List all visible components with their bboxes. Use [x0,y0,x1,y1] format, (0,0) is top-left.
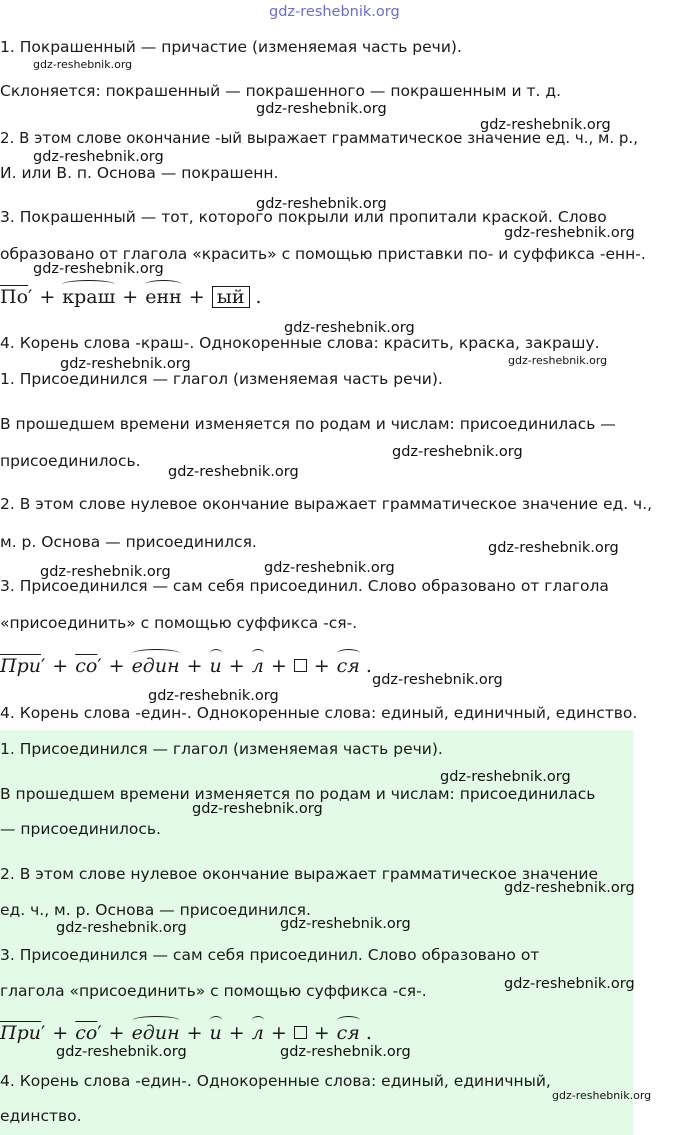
s2-morpheme-formula: При′ + со′ + един + и + л + + ся . [0,655,372,677]
s2-past-tense-cont: присоединилось. [0,452,141,470]
watermark: gdz-reshebnik.org [488,540,619,556]
s3-past-tense: В прошедшем времени изменяется по родам и числам: присоединилась [0,785,596,803]
watermark: gdz-reshebnik.org [40,564,171,580]
watermark: gdz-reshebnik.org [392,444,523,460]
s1-item4: 4. Корень слова -краш-. Однокоренные слова: красить, краска, закрашу. [0,334,600,352]
watermark: gdz-reshebnik.org [60,356,191,372]
s3-item1: 1. Присоединился — глагол (изменяемая часть речи). [0,740,443,758]
prefix-morpheme: По [0,286,29,308]
suffix-morpheme: енн [145,286,182,308]
s1-derivation: образовано от глагола «красить» с помощью приставки по- и суффикса -енн-. [0,245,646,263]
watermark: gdz-reshebnik.org [280,916,411,932]
s3-item4: 4. Корень слова -един-. Однокоренные слова: единый, единичный, [0,1072,551,1090]
watermark: gdz-reshebnik.org [284,320,415,336]
prefix-morpheme: со [75,655,98,677]
s1-declension: Склоняется: покрашенный — покрашенного — покрашенным и т. д. [0,82,562,100]
s3-item2: 2. В этом слове нулевое окончание выражает грамматическое значение [0,865,599,883]
postfix-morpheme: ся [336,1022,360,1044]
null-ending-box [294,659,307,672]
watermark: gdz-reshebnik.org [256,101,387,117]
watermark: gdz-reshebnik.org [56,920,187,936]
watermark: gdz-reshebnik.org [256,196,387,212]
s2-stem: м. р. Основа — присоединился. [0,533,257,551]
root-morpheme: един [131,1022,180,1044]
s2-past-tense: В прошедшем времени изменяется по родам и числам: присоединилась — [0,415,616,433]
watermark: gdz-reshebnik.org [33,58,133,71]
watermark: gdz-reshebnik.org [56,1044,187,1060]
suffix-morpheme: и [209,1022,222,1044]
site-watermark-header[interactable]: gdz-reshebnik.org [269,4,400,20]
watermark: gdz-reshebnik.org [480,117,611,133]
suffix-morpheme: л [251,1022,264,1044]
s3-morpheme-formula: При′ + со′ + един + и + л + + ся . [0,1022,372,1044]
s3-stem: ед. ч., м. р. Основа — присоединился. [0,901,311,919]
watermark: gdz-reshebnik.org [33,261,164,277]
prefix-morpheme: При [0,655,41,677]
watermark: gdz-reshebnik.org [280,1044,411,1060]
root-morpheme: един [131,655,180,677]
watermark: gdz-reshebnik.org [148,688,279,704]
s1-item3: 3. Покрашенный — тот, которого покрыли или пропитали краской. Слово [0,208,607,226]
watermark: gdz-reshebnik.org [168,464,299,480]
s2-item3: 3. Присоединился — сам себя присоединил. Слово образовано от глагола [0,577,609,595]
s1-item2: 2. В этом слове окончание -ый выражает грамматическое значение ед. ч., м. р., [0,129,638,147]
watermark: gdz-reshebnik.org [508,354,608,367]
s1-morpheme-formula: По′ + краш + енн + ый . [0,286,262,308]
prefix-morpheme: При [0,1022,41,1044]
s2-item2: 2. В этом слове нулевое окончание выражает грамматическое значение ед. ч., [0,495,653,513]
s2-item4: 4. Корень слова -един-. Однокоренные слова: единый, единичный, единство. [0,704,638,722]
s1-item1: 1. Покрашенный — причастие (изменяемая часть речи). [0,38,462,56]
watermark: gdz-reshebnik.org [504,225,635,241]
watermark: gdz-reshebnik.org [33,149,164,165]
prefix-morpheme: со [75,1022,98,1044]
watermark: gdz-reshebnik.org [504,880,635,896]
watermark: gdz-reshebnik.org [504,976,635,992]
s3-past-tense-cont: — присоединилось. [0,820,161,838]
watermark: gdz-reshebnik.org [372,672,503,688]
watermark: gdz-reshebnik.org [264,560,395,576]
root-morpheme: краш [62,286,116,308]
suffix-morpheme: л [251,655,264,677]
postfix-morpheme: ся [336,655,360,677]
s3-item3: 3. Присоединился — сам себя присоединил. Слово образовано от [0,946,540,964]
watermark: gdz-reshebnik.org [552,1089,652,1102]
s2-derivation: «присоединить» с помощью суффикса -ся-. [0,614,358,632]
s1-stem: И. или В. п. Основа — покрашенн. [0,164,279,182]
suffix-morpheme: и [209,655,222,677]
null-ending-box [294,1026,307,1039]
s3-derivation: глагола «присоединить» с помощью суффикса -ся-. [0,982,427,1000]
s2-item1: 1. Присоединился — глагол (изменяемая часть речи). [0,370,443,388]
s3-item4-cont: единство. [0,1107,82,1125]
watermark: gdz-reshebnik.org [440,769,571,785]
ending-morpheme: ый [212,286,250,308]
watermark: gdz-reshebnik.org [192,801,323,817]
